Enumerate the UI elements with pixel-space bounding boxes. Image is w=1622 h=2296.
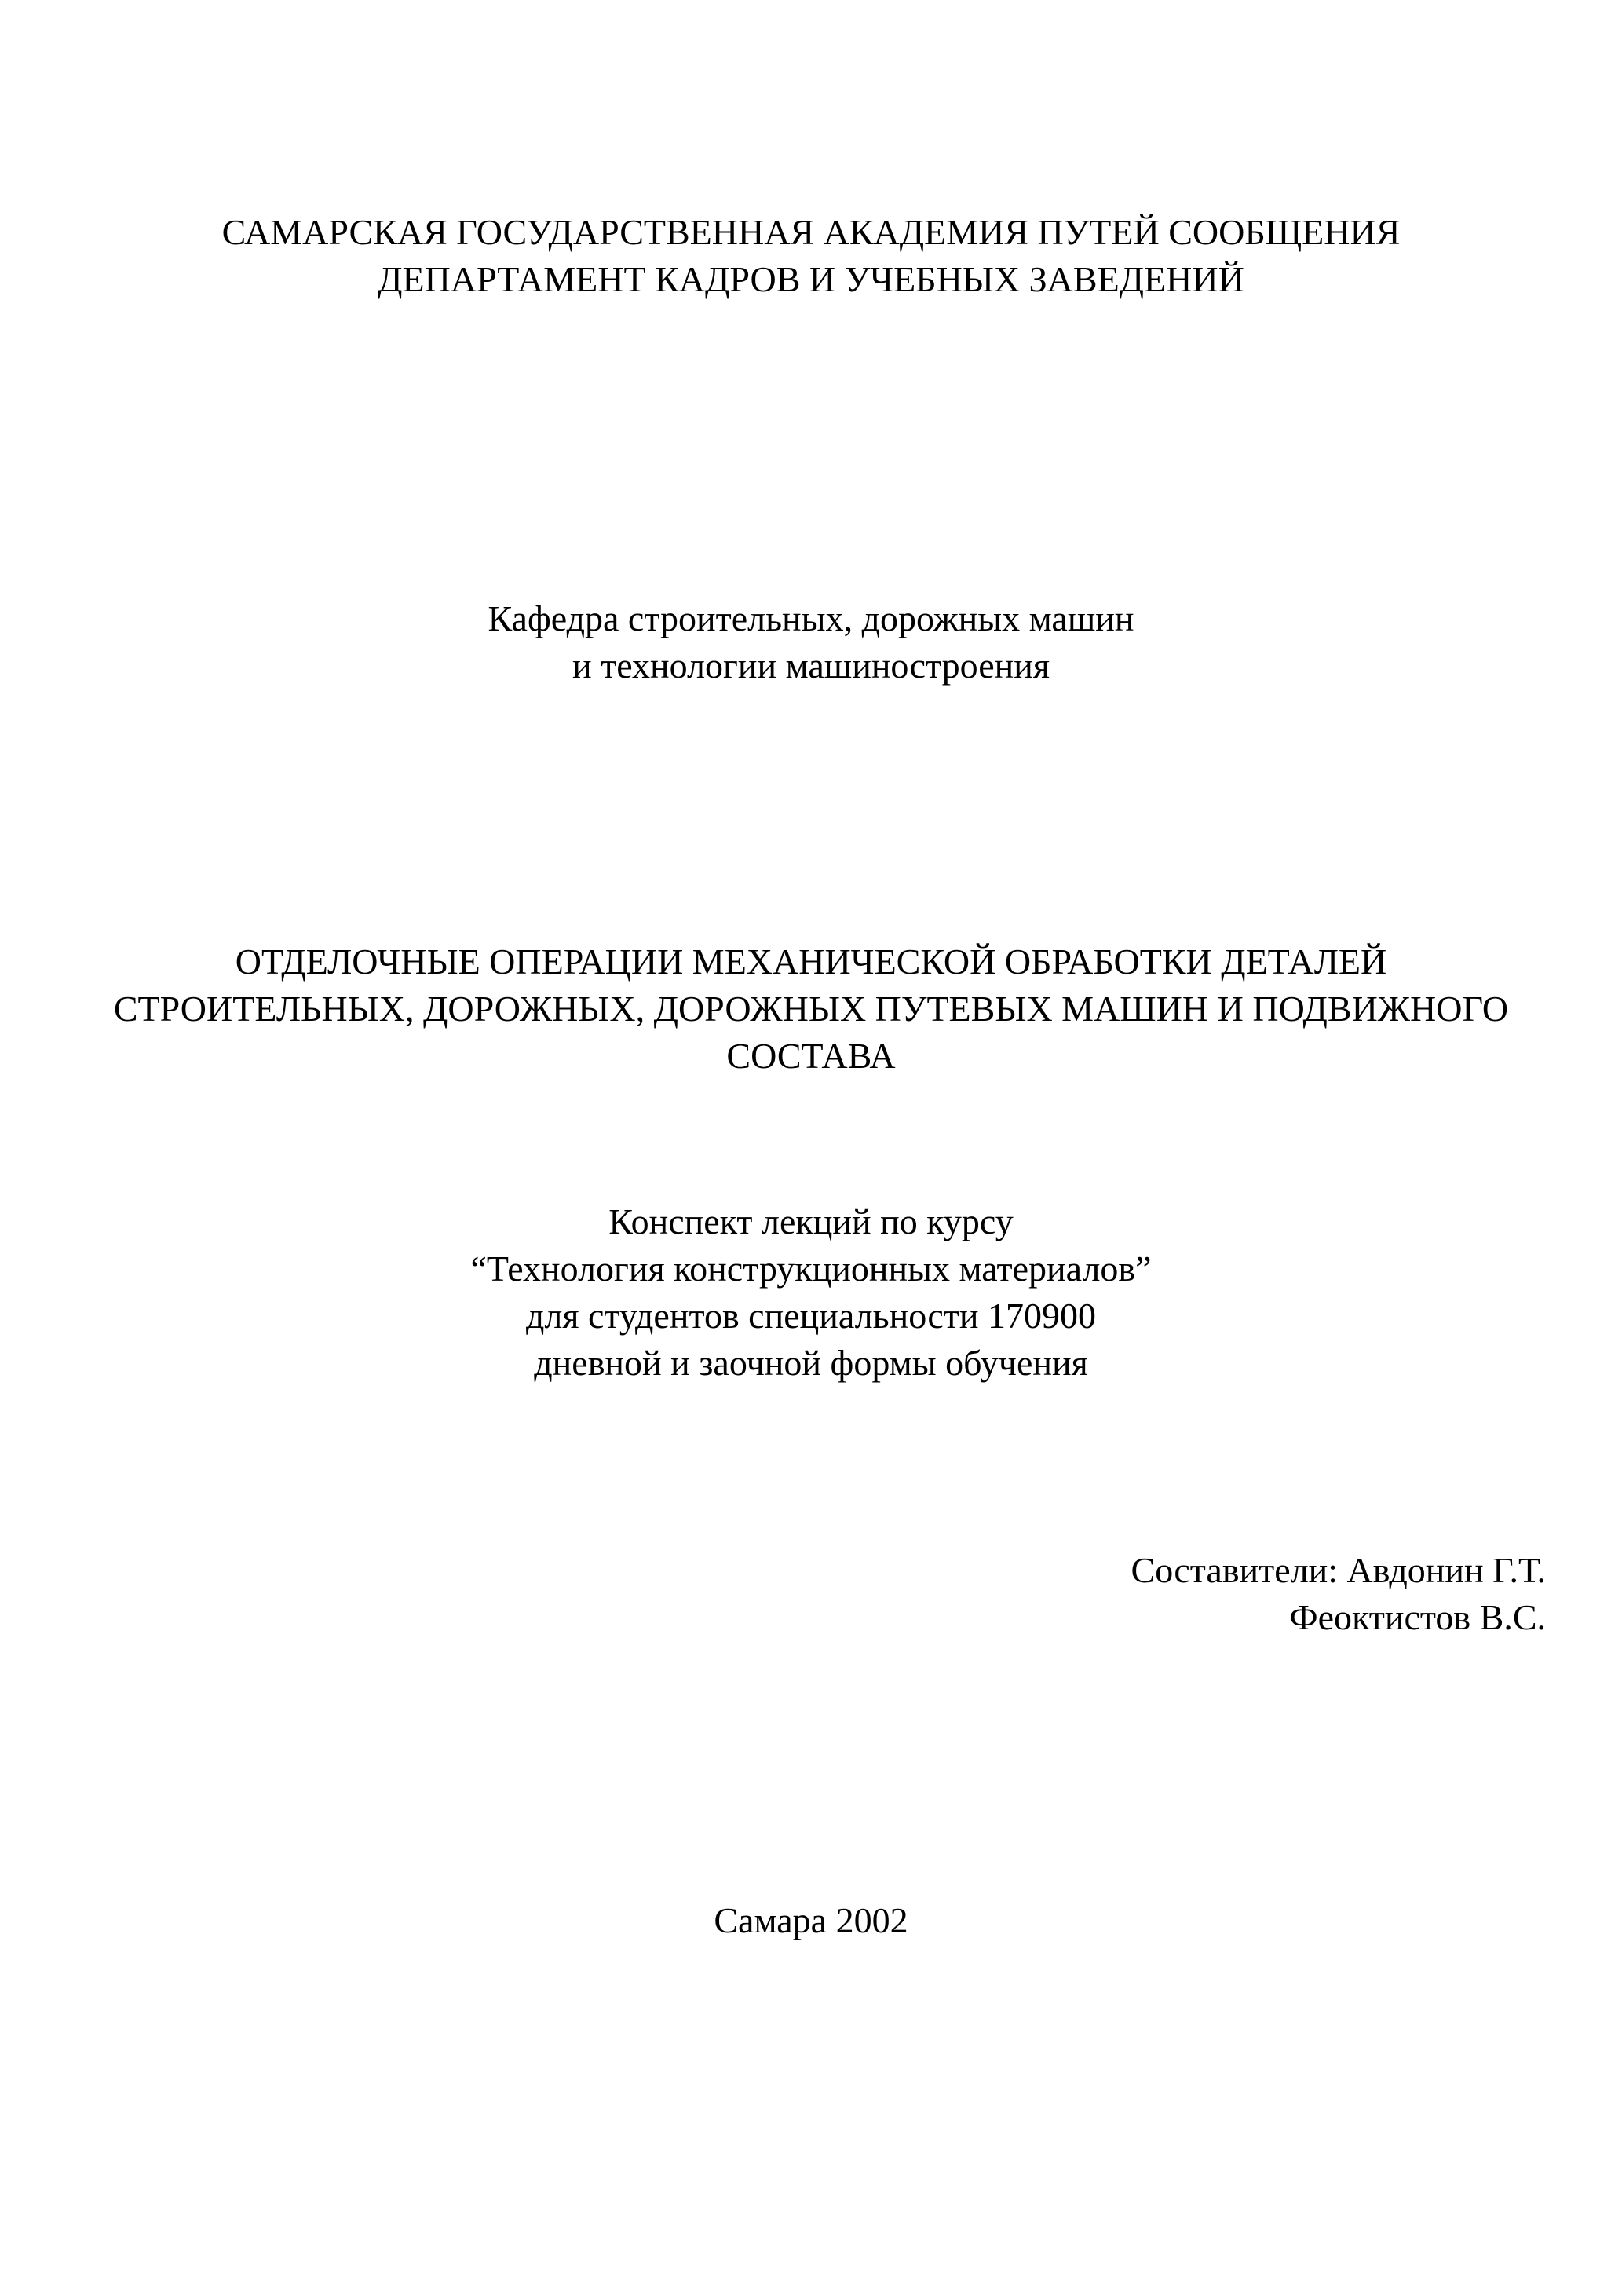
specialty-line: для студентов специальности 170900 bbox=[525, 1296, 1097, 1336]
document-title-line-1: ОТДЕЛОЧНЫЕ ОПЕРАЦИИ МЕХАНИЧЕСКОЙ ОБРАБОТКИ ДЕТАЛЕЙ bbox=[235, 941, 1387, 982]
institution-header bbox=[0, 209, 1622, 303]
chair-name bbox=[0, 595, 1622, 689]
compiler-2: Феоктистов В.С. bbox=[1289, 1597, 1546, 1637]
chair-name-line-1: Кафедра строительных, дорожных машин bbox=[488, 598, 1134, 638]
compilers-block bbox=[1131, 1547, 1546, 1641]
course-name: “Технология конструкционных материалов” bbox=[470, 1249, 1152, 1289]
compiler-1: Составители: Авдонин Г.Т. bbox=[1131, 1550, 1546, 1590]
document-title-line-3: СОСТАВА bbox=[726, 1036, 896, 1076]
chair-name-line-2: и технологии машиностроения bbox=[572, 645, 1050, 686]
department-of-personnel: ДЕПАРТАМЕНТ КАДРОВ И УЧЕБНЫХ ЗАВЕДЕНИЙ bbox=[378, 259, 1244, 299]
description-line-1: Конспект лекций по курсу bbox=[608, 1201, 1014, 1241]
study-form-line: дневной и заочной формы обучения bbox=[534, 1343, 1088, 1383]
document-title-line-2: СТРОИТЕЛЬНЫХ, ДОРОЖНЫХ, ДОРОЖНЫХ ПУТЕВЫХ МАШИН И ПОДВИЖНОГО bbox=[113, 989, 1509, 1029]
city-year bbox=[0, 1897, 1622, 1944]
academy-name: САМАРСКАЯ ГОСУДАРСТВЕННАЯ АКАДЕМИЯ ПУТЕЙ СООБЩЕНИЯ bbox=[221, 212, 1401, 252]
document-description bbox=[0, 1198, 1622, 1387]
document-title bbox=[0, 938, 1622, 1080]
city-year-text: Самара 2002 bbox=[714, 1900, 908, 1940]
